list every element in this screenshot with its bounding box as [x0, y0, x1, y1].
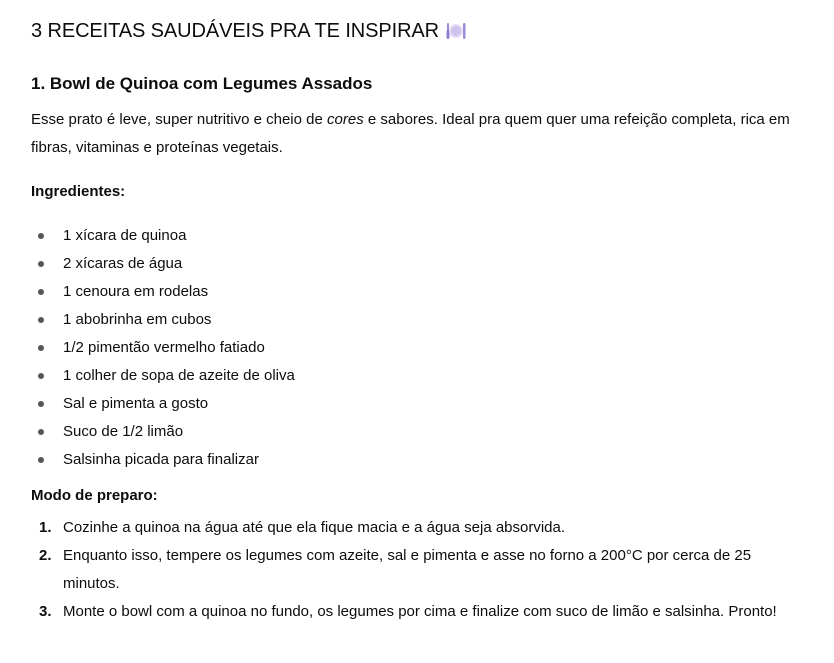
page-title-text: 3 RECEITAS SAUDÁVEIS PRA TE INSPIRAR: [31, 20, 440, 42]
bullet-icon: [38, 289, 44, 295]
plate-with-cutlery-icon: [445, 20, 467, 42]
ingredients-heading: Ingredientes:: [31, 183, 126, 200]
ingredient-text: 1/2 pimentão vermelho fatiado: [63, 339, 265, 356]
step-number: 3.: [39, 603, 52, 620]
list-item: [31, 390, 804, 418]
list-item: [31, 278, 804, 306]
list-item: [31, 418, 804, 446]
list-item: [31, 446, 804, 474]
ingredients-list: [31, 222, 804, 474]
list-item: [31, 250, 804, 278]
page-title: [31, 16, 804, 46]
bullet-icon: [38, 429, 44, 435]
step-text: Enquanto isso, tempere os legumes com azeite, sal e pimenta e asse no forno a 200°C por cerca de 25 minutos.: [63, 547, 752, 592]
bullet-icon: [38, 317, 44, 323]
step-text: Cozinhe a quinoa na água até que ela fique macia e a água seja absorvida.: [63, 519, 566, 536]
ingredient-text: Suco de 1/2 limão: [63, 423, 184, 440]
bullet-icon: [38, 457, 44, 463]
ingredient-text: 1 abobrinha em cubos: [63, 311, 212, 328]
bullet-icon: [38, 373, 44, 379]
list-item: [31, 222, 804, 250]
ingredient-text: 1 cenoura em rodelas: [63, 283, 209, 300]
recipe-description: [31, 106, 804, 162]
ingredient-text: Salsinha picada para finalizar: [63, 451, 259, 468]
ingredient-text: 1 colher de sopa de azeite de oliva: [63, 367, 295, 384]
list-item: [31, 362, 804, 390]
bullet-icon: [38, 233, 44, 239]
description-part-1: Esse prato é leve, super nutritivo e cheio de: [31, 111, 328, 128]
recipe-title: 1. Bowl de Quinoa com Legumes Assados: [31, 74, 373, 93]
description-part-2: e sabores. Ideal pra quem quer uma refeição completa, rica em fibras, vitaminas e proteínas vegetais.: [31, 111, 790, 156]
ingredient-text: 2 xícaras de água: [63, 255, 183, 272]
step-text: Monte o bowl com a quinoa no fundo, os legumes por cima e finalize com suco de limão e salsinha. Pronto!: [63, 603, 777, 620]
list-item: [31, 306, 804, 334]
list-item: [31, 598, 804, 626]
list-item: [31, 334, 804, 362]
ingredient-text: 1 xícara de quinoa: [63, 227, 187, 244]
ingredient-text: Sal e pimenta a gosto: [63, 395, 209, 412]
steps-list: [31, 514, 804, 626]
bullet-icon: [38, 261, 44, 267]
bullet-icon: [38, 401, 44, 407]
description-emphasis: cores: [327, 111, 364, 128]
step-number: 2.: [39, 547, 52, 564]
step-number: 1.: [39, 519, 52, 536]
preparation-heading: Modo de preparo:: [31, 487, 158, 504]
list-item: [31, 542, 804, 598]
bullet-icon: [38, 345, 44, 351]
list-item: [31, 514, 804, 542]
